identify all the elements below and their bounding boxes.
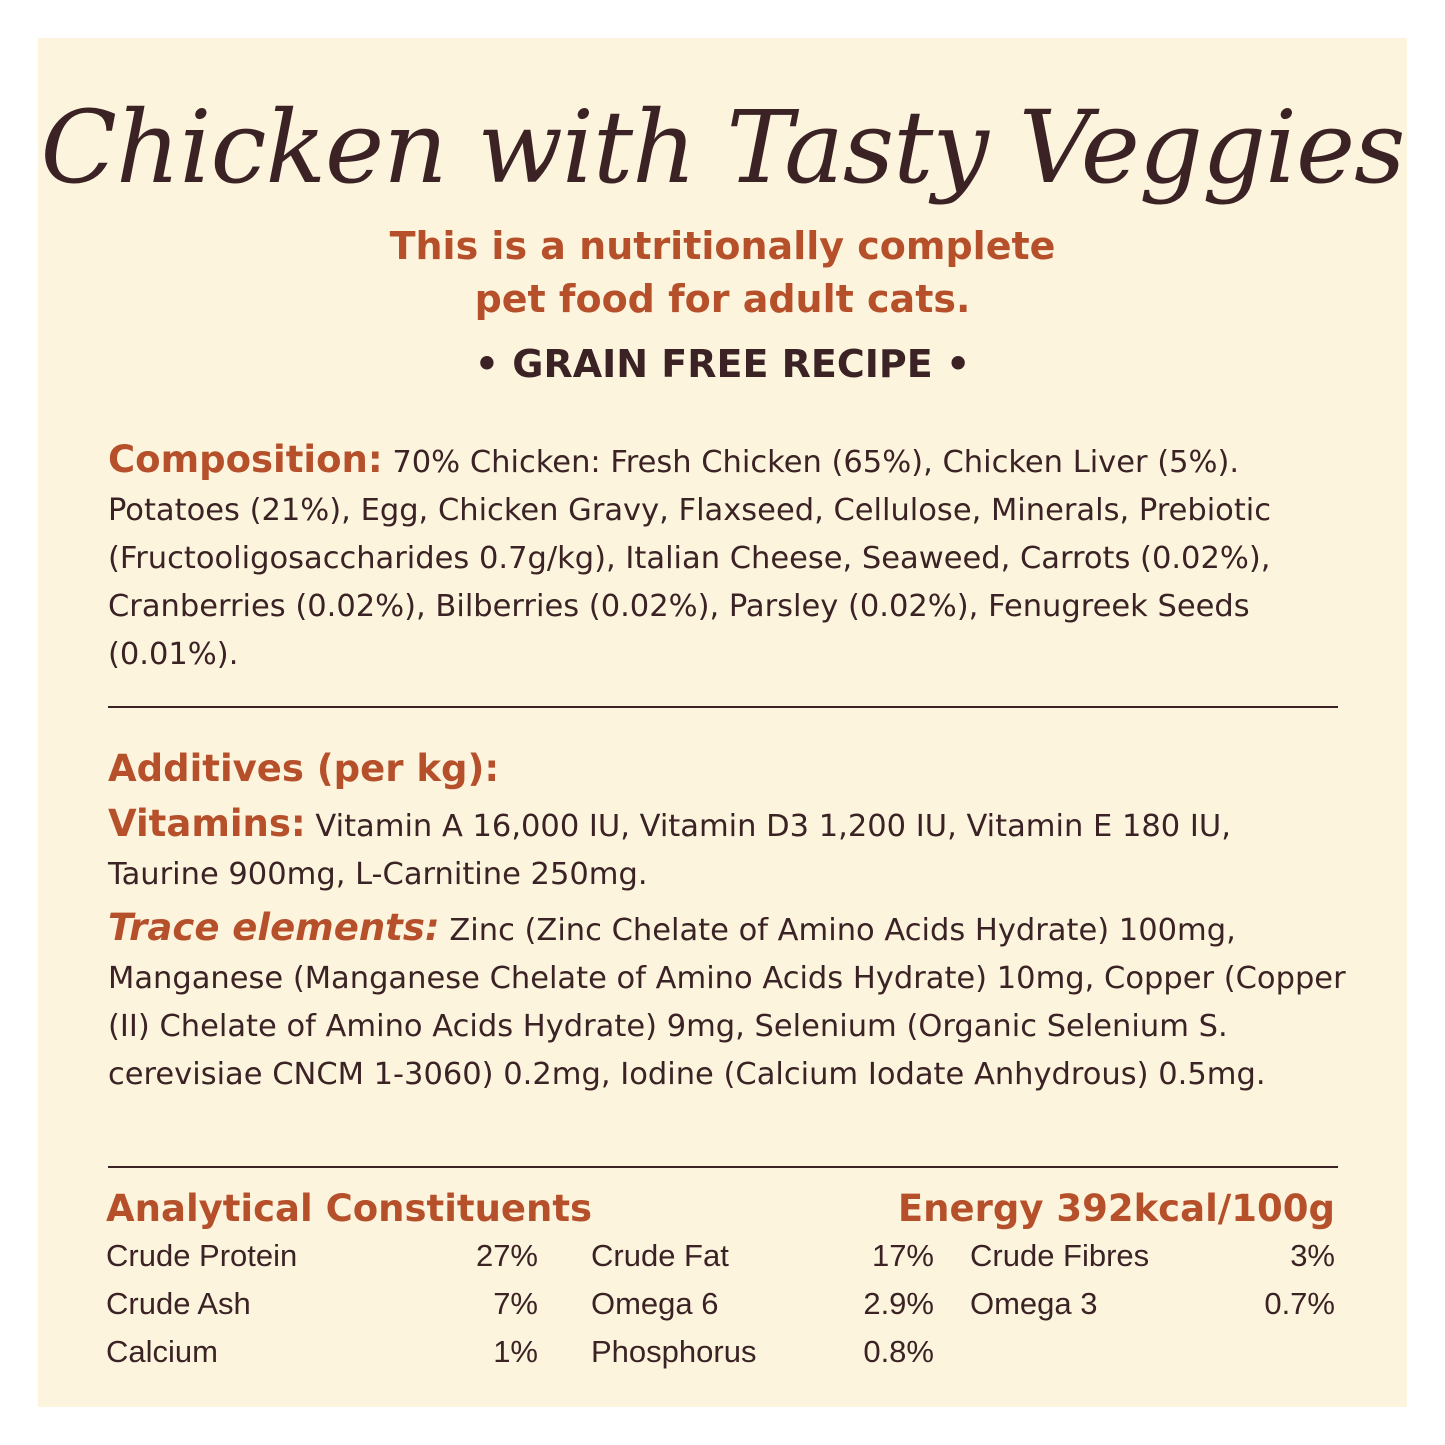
divider bbox=[108, 706, 1338, 708]
constituent-value: 2.9% bbox=[863, 1286, 934, 1321]
analytical-constituents-heading: Analytical Constituents bbox=[106, 1187, 593, 1230]
constituent-value: 0.7% bbox=[1264, 1286, 1335, 1321]
product-subtitle bbox=[38, 220, 1407, 326]
composition-label: Composition: bbox=[108, 438, 383, 481]
constituent-name: Crude Protein bbox=[106, 1238, 298, 1273]
constituent-value: 3% bbox=[1290, 1238, 1335, 1273]
vitamins-text: Vitamin A 16,000 IU, Vitamin D3 1,200 IU, Vitamin E 180 IU, Taurine 900mg, L-Carnitine 250mg. bbox=[108, 809, 1231, 892]
constituent-name: Calcium bbox=[106, 1334, 218, 1369]
constituent-name: Crude Fibres bbox=[970, 1238, 1150, 1273]
product-title: Chicken with Tasty Veggies bbox=[40, 89, 1405, 206]
label-panel bbox=[38, 38, 1407, 1407]
composition-text: 70% Chicken: Fresh Chicken (65%), Chicken Liver (5%). Potatoes (21%), Egg, Chicken Gravy, Flaxseed, Cellulose, Minerals, Prebiotic (Fructooligosaccharides 0.7g/kg), Italian Cheese, Seaweed, Carrots (0.02%), Cranberries (0.02%), Bilberries (0.02%), Parsley (0.02%), Fenugreek Seeds (0.01%). bbox=[108, 445, 1272, 672]
energy-value: Energy 392kcal/100g bbox=[897, 1187, 1335, 1230]
constituent-value: 0.8% bbox=[863, 1334, 934, 1369]
constituent-value: 27% bbox=[475, 1238, 538, 1273]
vitamins-label: Vitamins: bbox=[108, 802, 306, 845]
composition-section bbox=[108, 436, 1348, 679]
grain-free-banner: • GRAIN FREE RECIPE • bbox=[474, 342, 971, 386]
constituent-value: 17% bbox=[871, 1238, 934, 1273]
trace-elements-label: Trace elements: bbox=[108, 906, 440, 949]
divider bbox=[108, 1166, 1338, 1168]
subtitle-line-2: pet food for adult cats. bbox=[474, 277, 971, 321]
constituent-name: Omega 3 bbox=[970, 1286, 1098, 1321]
subtitle-line-1: This is a nutritionally complete bbox=[389, 224, 1056, 268]
constituent-name: Crude Ash bbox=[106, 1286, 251, 1321]
trace-elements-text: Zinc (Zinc Chelate of Amino Acids Hydrate) 100mg, Manganese (Manganese Chelate of Amino Acids Hydrate) 10mg, Copper (Copper (II) Chelate of Amino Acids Hydrate) 9mg, Selenium (Organic Selenium S. cerevisiae CNCM 1-3060) 0.2mg, Iodine (Calcium Iodate Anhydrous) 0.5mg. bbox=[108, 913, 1346, 1092]
vitamins-section bbox=[108, 800, 1348, 899]
constituent-name: Omega 6 bbox=[591, 1286, 719, 1321]
trace-elements-section bbox=[108, 904, 1348, 1099]
constituent-name: Crude Fat bbox=[591, 1238, 729, 1273]
constituent-name: Phosphorus bbox=[591, 1334, 757, 1369]
additives-heading: Additives (per kg): bbox=[108, 747, 500, 790]
constituent-value: 1% bbox=[493, 1334, 538, 1369]
constituent-value: 7% bbox=[493, 1286, 538, 1321]
